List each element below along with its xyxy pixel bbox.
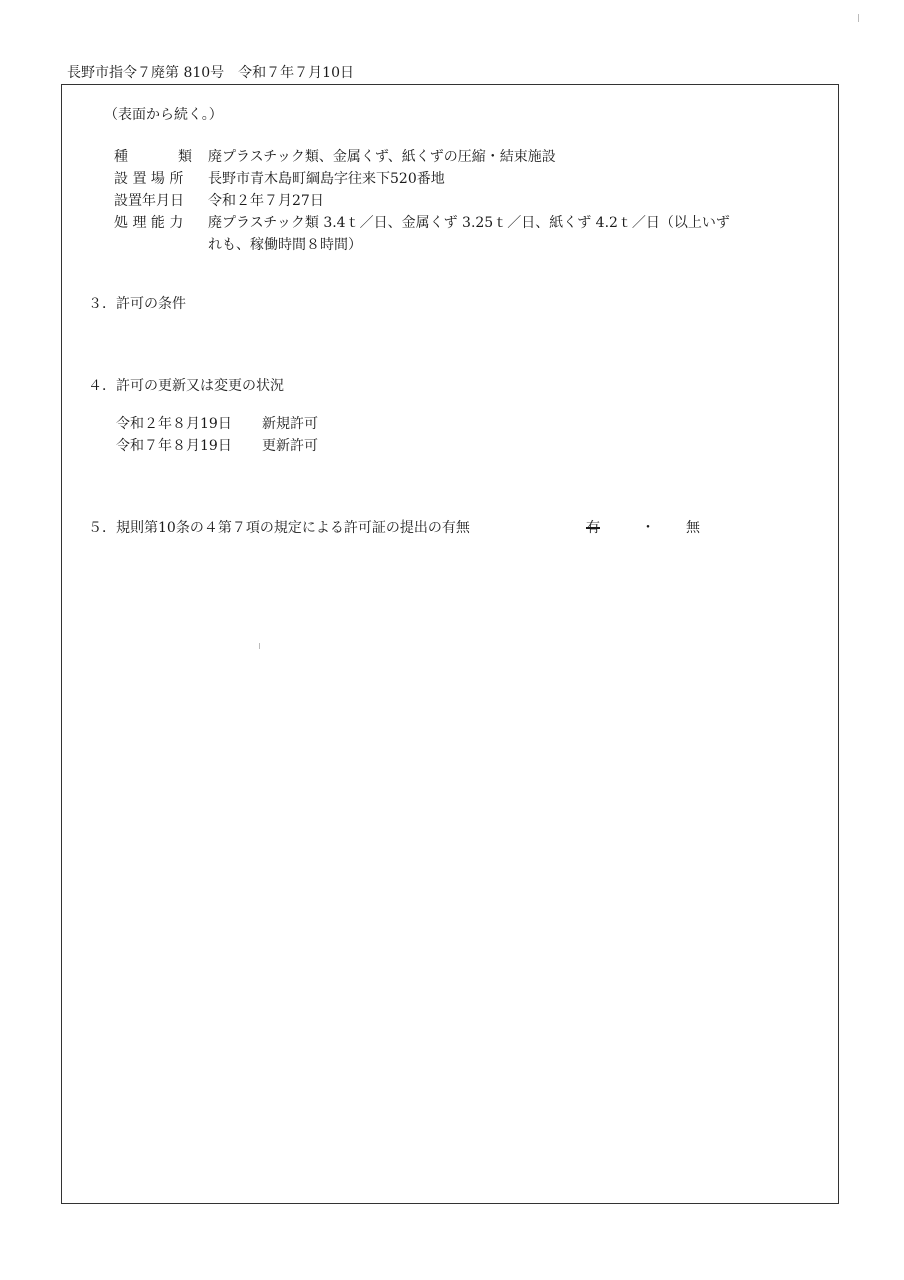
facility-capacity-label: 処 理 能 力 <box>114 215 184 231</box>
document-frame <box>61 84 839 1204</box>
continued-note: （表面から続く。） <box>104 107 223 123</box>
facility-row-location <box>114 168 445 190</box>
facility-location-value: 長野市青木島町綱島字往来下520番地 <box>208 171 445 187</box>
option-separator: ・ <box>641 520 655 536</box>
facility-type-value: 廃プラスチック類、金属くず、紙くずの圧縮・結束施設 <box>208 149 556 165</box>
section5-heading: ５．規則第10条の４第７項の規定による許可証の提出の有無 <box>88 520 470 536</box>
facility-row-install-date <box>114 190 324 212</box>
history-status: 新規許可 <box>262 416 318 432</box>
facility-row-capacity <box>114 212 730 234</box>
facility-capacity-value: 廃プラスチック類 3.4ｔ／日、金属くず 3.25ｔ／日、紙くず 4.2ｔ／日（以上いず <box>208 215 730 231</box>
scan-speck <box>259 643 260 649</box>
history-date: 令和７年８月19日 <box>116 438 232 454</box>
facility-install-date-value: 令和２年７月27日 <box>208 193 324 209</box>
scan-speck <box>858 14 859 22</box>
section3-heading: ３．許可の条件 <box>88 296 186 312</box>
history-date: 令和２年８月19日 <box>116 416 232 432</box>
option-no: 無 <box>686 520 700 536</box>
document-reference: 長野市指令７廃第 810号 令和７年７月10日 <box>67 65 354 81</box>
option-yes-struck: 有 <box>586 520 600 536</box>
facility-location-label: 設 置 場 所 <box>114 171 184 187</box>
facility-install-date-label: 設置年月日 <box>114 193 184 209</box>
history-entry <box>116 413 318 435</box>
history-status: 更新許可 <box>262 438 318 454</box>
facility-row-type <box>114 146 556 168</box>
facility-capacity-value-continued: れも、稼働時間８時間） <box>208 237 362 253</box>
history-entry <box>116 435 318 457</box>
facility-type-label: 種 類 <box>114 149 192 165</box>
section4-heading: ４．許可の更新又は変更の状況 <box>88 378 284 394</box>
